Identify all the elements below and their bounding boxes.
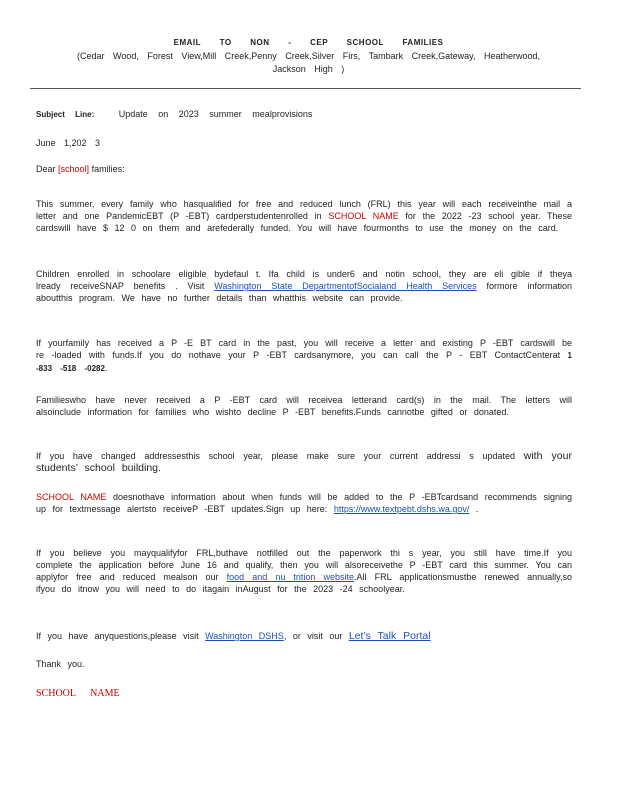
p3-text-after: . [104,363,108,373]
paragraph-questions [36,630,572,642]
school-name-placeholder: SCHOOL NAME [328,211,399,221]
paragraph-existing-cards [36,337,572,375]
p2-text-before: Children enrolled in schoolare eligible bydefaul t. Ifa child is under6 and notin school, they are eli gible if theya lready receiveSNAP benefits . Visit [36,269,572,291]
paragraph-summer-ebt [36,198,572,234]
closing: Thank you. [36,659,85,669]
document-header [36,38,581,76]
paragraph-new-cards: Familieswho have never received a P -EBT card will receivea letterand card(s) in the mail. The letters will alsoinclude information for families who wishto decline P -EBT benefits.Funds cannotbe gifted or donated. [36,395,572,417]
contact-center-phone: 1 -833 -518 -0282 [36,351,572,373]
greeting [36,163,572,175]
subject-text: Update on 2023 summer mealprovisions [118,109,313,119]
p1-text-after: for the 2022 -23 school year. These cardswill have $ 12 0 on them and arefederally funded. You will have fourmonths to use the money on the card. [36,211,572,233]
header-divider [30,88,581,89]
paragraph-address-change [36,450,572,474]
p5-text-large: with your students’ school building. [36,450,572,474]
paragraph-eligibility [36,268,572,304]
p1-text-before: This summer, every family who hasqualified for free and reduced lunch (FRL) this year will each receiveinthe mail a letter and one PandemicEBT (P -EBT) cardperstudentenrolled in [36,199,572,221]
p7-text-after: .All FRL applicationsmustbe renewed annually,so ifyou do itnow you will need to do itagain inAugust for the 2023 -24 schoolyear. [36,572,572,594]
p8-text-before: If you have anyquestions,please visit [36,631,199,641]
greeting-tail: families: [91,164,125,174]
subject-line [36,108,572,121]
signature-school-name: SCHOOL NAME [36,688,120,699]
p2-text-after: formore information aboutthis program. We have no further details than whatthis website can provide. [36,281,572,303]
letter-date: June 1,202 3 [36,138,101,148]
p6-text-before: doesnothave information about when funds will be added to the P -EBTcardsand recommends signing up for textmessage alertsto receiveP -EBT updates.Sign up here: [36,492,572,514]
food-nutrition-link[interactable]: food and nu trition website [226,572,355,582]
lets-talk-portal-link[interactable]: Let’s Talk Portal [348,630,431,642]
school-name-placeholder: SCHOOL NAME [36,492,107,502]
p7-text-before: If you believe you mayqualifyfor FRL,buthave notfilled out the paperwork thi s year, you still have time.If you complete the application before June 16 and qualify, then you will alsoreceivethe P -EBT card this summer. You can applyfor free and reduced mealson our [36,548,572,582]
subject-label: Subject Line: [36,110,95,119]
header-school-list: (Cedar Wood, Forest View,Mill Creek,Penny Creek,Silver Firs, Tambark Creek,Gateway, Heatherwood, Jackson High ) [77,51,540,74]
p6-text-after: . [475,504,479,514]
greeting-dear: Dear [36,164,56,174]
p5-text-before: If you have changed addressesthis school year, please make sure your current addressi s updated [36,451,516,461]
school-placeholder: [school] [58,164,90,174]
washington-dshs-link[interactable]: Washington DSHS [205,631,284,641]
p3-text-before: If yourfamily has received a P -E BT card in the past, you will receive a letter and existing P -EBT cardswill be re -loaded with funds.If you do nothave your P -EBT cardsanymore, you can call the P - EBT ContactCenterat [36,338,572,360]
textpebt-link[interactable]: https://www.textpebt.dshs.wa.gov/ [333,504,470,514]
paragraph-text-updates [36,491,572,515]
header-title: EMAIL TO NON - CEP SCHOOL FAMILIES [173,38,444,47]
paragraph-frl-application [36,547,572,595]
p8-text-middle: , or visit our [283,631,343,641]
dshs-link[interactable]: Washington State DepartmentofSocialand Health Services [214,281,477,291]
